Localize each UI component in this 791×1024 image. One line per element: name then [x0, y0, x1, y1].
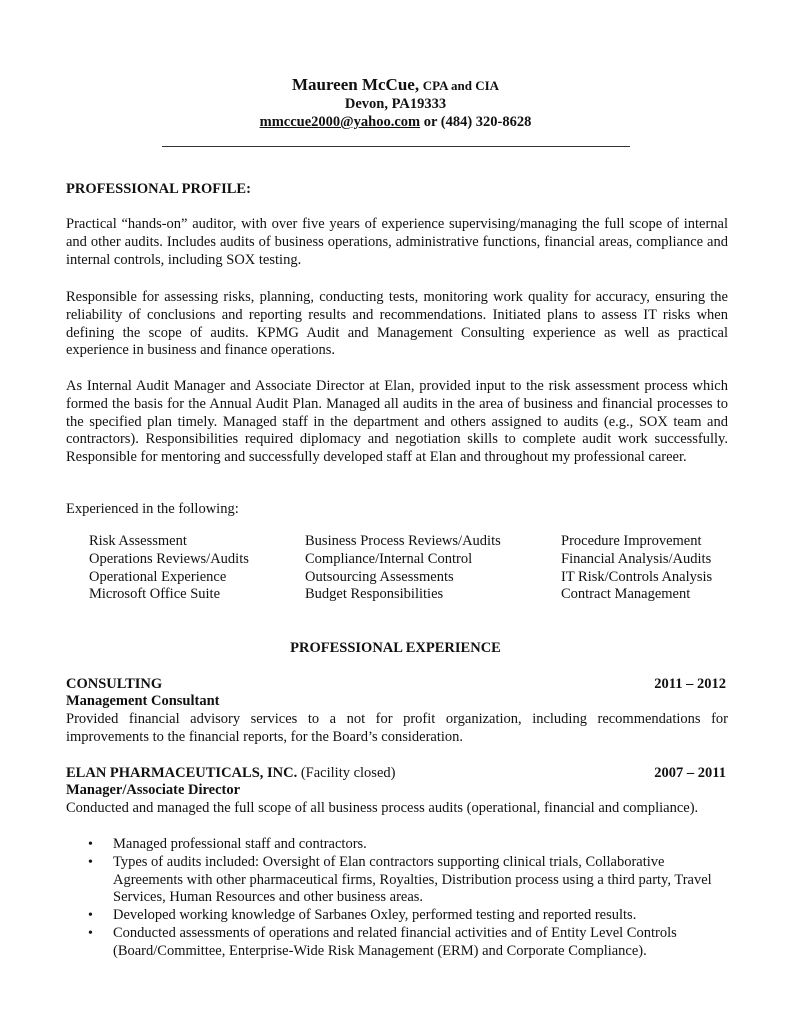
job-description: Conducted and managed the full scope of all business process audits (operational, financial and compliance). [66, 800, 699, 816]
experienced-intro: Experienced in the following: [66, 501, 239, 517]
profile-paragraph-3: As Internal Audit Manager and Associate Director at Elan, provided input to the risk assessment process which formed the basis for the Annual Audit Plan. Managed all audits in the area of business and financial processes to the specified plan timely. Managed staff in the department and others assigned to audits (e.g., SOX team and contractors). Responsibilities required diplomacy and negotiation skills to complete audit work successfully. Responsible for mentoring and successfully developed staff at Elan and throughout my professional career. [66, 378, 728, 466]
company-name: CONSULTING [66, 676, 163, 692]
list-item: • Developed working knowledge of Sarbanes Oxley, performed testing and reported results. [66, 907, 728, 925]
skill-item: Risk Assessment [89, 533, 187, 549]
job-dates: 2011 – 2012 [654, 676, 726, 692]
skill-item: Procedure Improvement [561, 533, 702, 549]
candidate-name: Maureen McCue, [291, 75, 420, 94]
skill-item: Outsourcing Assessments [305, 568, 454, 585]
header-divider [162, 146, 630, 147]
skill-item: Contract Management [561, 586, 691, 603]
skill-item: Budget Responsibilities [305, 586, 444, 603]
list-item: • Managed professional staff and contractors. [66, 836, 728, 854]
skill-item: Compliance/Internal Control [305, 550, 473, 567]
profile-paragraph-1: Practical “hands-on” auditor, with over five years of experience supervising/managing the full scope of internal and other audits. Includes audits of business operations, administrative functions, financial areas, compliance and internal controls, including SOX testing. [66, 216, 728, 268]
job-title: Management Consultant [66, 693, 220, 709]
profile-heading: PROFESSIONAL PROFILE: [66, 181, 251, 197]
skill-item: IT Risk/Controls Analysis [561, 568, 713, 585]
skill-item: Operational Experience [89, 568, 227, 585]
contact-header [0, 76, 791, 131]
skills-column-1 [89, 533, 249, 604]
experience-heading: PROFESSIONAL EXPERIENCE [290, 640, 501, 656]
company-name: ELAN PHARMACEUTICALS, INC. [66, 765, 298, 781]
profile-paragraph-2: Responsible for assessing risks, planning, conducting tests, monitoring work quality for accuracy, ensuring the reliability of conclusions and reporting results and recommendations. Initiated plans to assess IT risks when defining the scope of audits. KPMG Audit and Management Consulting experience as well as practical experience in business and finance operations. [66, 289, 728, 359]
list-item: • Conducted assessments of operations and related financial activities and of Entity Level Controls (Board/Committee, Enterprise-Wide Risk Management (ERM) and Corporate Compliance). [66, 925, 728, 961]
skill-item: Operations Reviews/Audits [89, 550, 249, 567]
skills-column-2 [305, 533, 501, 604]
company-note: (Facility closed) [297, 765, 396, 781]
job-header-elan [66, 765, 726, 783]
job-dates: 2007 – 2011 [654, 765, 726, 781]
skill-item: Microsoft Office Suite [89, 586, 221, 603]
job-bullets [66, 836, 728, 961]
skill-item: Financial Analysis/Audits [561, 550, 712, 567]
candidate-location: Devon, PA19333 [344, 96, 447, 112]
skill-item: Business Process Reviews/Audits [305, 533, 501, 549]
list-item: • Types of audits included: Oversight of Elan contractors supporting clinical trials, Collaborative Agreements with other pharmaceutical firms, Royalties, Distribution process using a third party, Travel Services, Human Resources and other business areas. [66, 854, 728, 907]
skills-column-3 [561, 533, 712, 604]
job-header-consulting [66, 676, 726, 694]
phone-number: or (484) 320-8628 [420, 114, 532, 130]
job-description: Provided financial advisory services to a not for profit organization, including recommendations for improvements to the financial reports, for the Board’s consideration. [66, 711, 728, 745]
job-title: Manager/Associate Director [66, 782, 241, 798]
email-link[interactable]: mmccue2000@yahoo.com [259, 114, 421, 130]
candidate-credentials: CPA and CIA [422, 78, 500, 93]
